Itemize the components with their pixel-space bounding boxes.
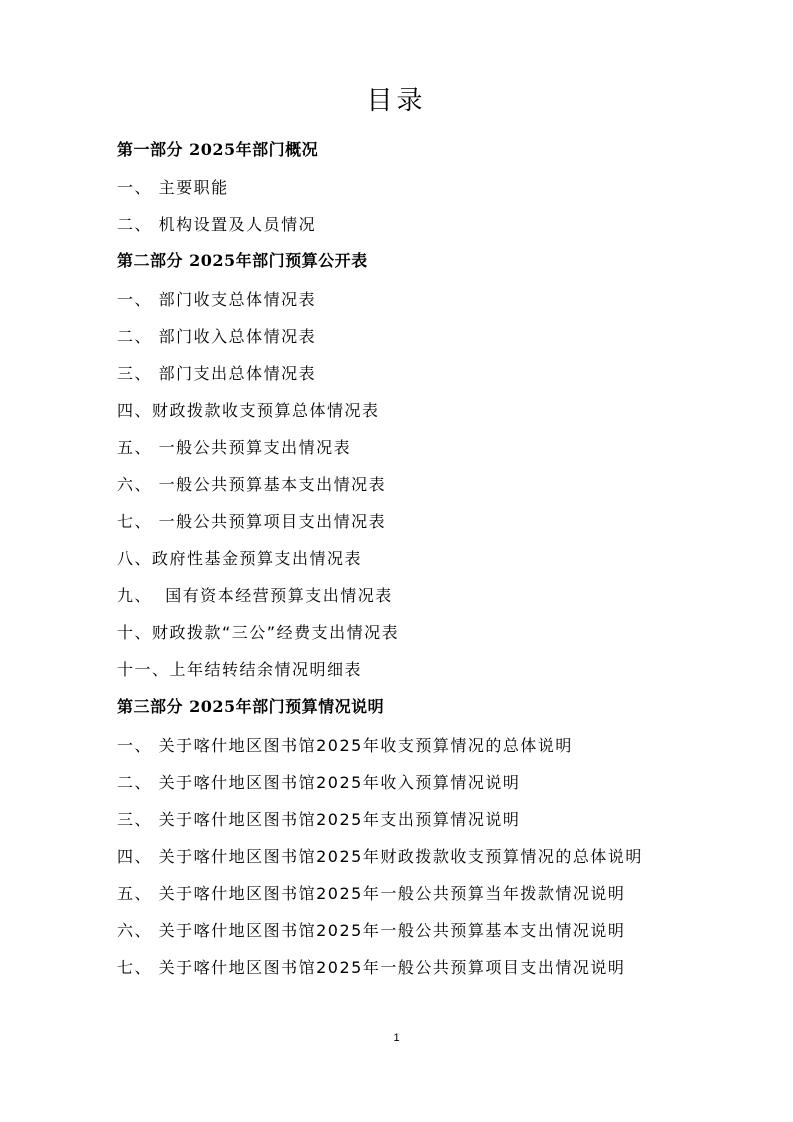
toc-entry (117, 657, 362, 680)
toc-entry-number: 二、 (117, 215, 153, 234)
page-number: 1 (393, 1032, 400, 1044)
toc-entry-number: 七、 (117, 512, 153, 531)
toc-entry (117, 212, 316, 235)
toc-entry-label: 机构设置及人员情况 (158, 215, 317, 234)
toc-entry-label: 关于喀什地区图书馆2025年收入预算情况说明 (158, 773, 521, 792)
toc-entry-label: 部门支出总体情况表 (158, 364, 317, 383)
toc-entry-number: 五、 (117, 438, 153, 457)
toc-entry (117, 844, 643, 867)
toc-entry-number: 六、 (117, 475, 153, 494)
toc-entry-label: 财政拨款收支预算总体情况表 (152, 401, 380, 420)
toc-entry-label: 政府性基金预算支出情况表 (152, 549, 363, 568)
toc-entry (117, 955, 625, 978)
toc-entry-number: 六、 (117, 921, 153, 940)
toc-entry-label: 一般公共预算基本支出情况表 (158, 475, 387, 494)
toc-entry-label: 一般公共预算支出情况表 (158, 438, 352, 457)
toc-entry-label: 财政拨款“三公”经费支出情况表 (152, 623, 400, 642)
toc-entry (117, 733, 573, 756)
toc-entry-label: 主要职能 (158, 178, 229, 197)
toc-entry (117, 881, 625, 904)
toc-entry-number: 九、 (117, 586, 153, 605)
toc-entry-number: 一、 (117, 736, 153, 755)
toc-entry-number: 五、 (117, 884, 153, 903)
toc-entry-number: 二、 (117, 327, 153, 346)
toc-entry (117, 509, 386, 532)
page-title: 目录 (366, 86, 427, 116)
toc-entry-label: 关于喀什地区图书馆2025年一般公共预算项目支出情况说明 (158, 958, 626, 977)
toc-entry-label: 上年结转结余情况明细表 (169, 660, 363, 679)
toc-entry-number: 八、 (117, 549, 153, 568)
toc-entry (117, 546, 362, 569)
toc-entry (117, 324, 316, 347)
toc-entry (117, 807, 520, 830)
toc-entry-number: 一、 (117, 178, 153, 197)
toc-entry-number: 十一、 (117, 660, 170, 679)
toc-entry (117, 918, 625, 941)
toc-entry-number: 四、 (117, 847, 153, 866)
toc-entry-number: 一、 (117, 290, 153, 309)
toc-entry (117, 770, 520, 793)
toc-entry (117, 620, 399, 643)
toc-entry-number: 四、 (117, 401, 153, 420)
toc-entry-label: 部门收支总体情况表 (158, 290, 317, 309)
toc-entry (117, 435, 351, 458)
toc-entry-label: 关于喀什地区图书馆2025年一般公共预算基本支出情况说明 (158, 921, 626, 940)
toc-entry (117, 175, 229, 198)
toc-entry-number: 三、 (117, 364, 153, 383)
toc-entry-label: 国有资本经营预算支出情况表 (165, 586, 393, 605)
toc-entry-label: 一般公共预算项目支出情况表 (158, 512, 387, 531)
toc-entry (117, 472, 386, 495)
toc-entry (117, 287, 316, 310)
toc-entry-number: 七、 (117, 958, 153, 977)
toc-entry-number: 三、 (117, 810, 153, 829)
part2-heading: 第二部分 2025年部门预算公开表 (117, 251, 368, 270)
toc-entry (117, 398, 380, 421)
toc-entry-label: 关于喀什地区图书馆2025年一般公共预算当年拨款情况说明 (158, 884, 626, 903)
toc-entry-label: 关于喀什地区图书馆2025年收支预算情况的总体说明 (158, 736, 573, 755)
toc-entry-number: 二、 (117, 773, 153, 792)
toc-entry-label: 部门收入总体情况表 (158, 327, 317, 346)
part1-heading: 第一部分 2025年部门概况 (117, 140, 319, 159)
toc-entry-label: 关于喀什地区图书馆2025年财政拨款收支预算情况的总体说明 (158, 847, 643, 866)
part3-heading: 第三部分 2025年部门预算情况说明 (117, 697, 385, 716)
toc-entry (117, 361, 316, 384)
toc-entry-number: 十、 (117, 623, 153, 642)
toc-entry-label: 关于喀什地区图书馆2025年支出预算情况说明 (158, 810, 521, 829)
toc-entry (117, 583, 393, 606)
